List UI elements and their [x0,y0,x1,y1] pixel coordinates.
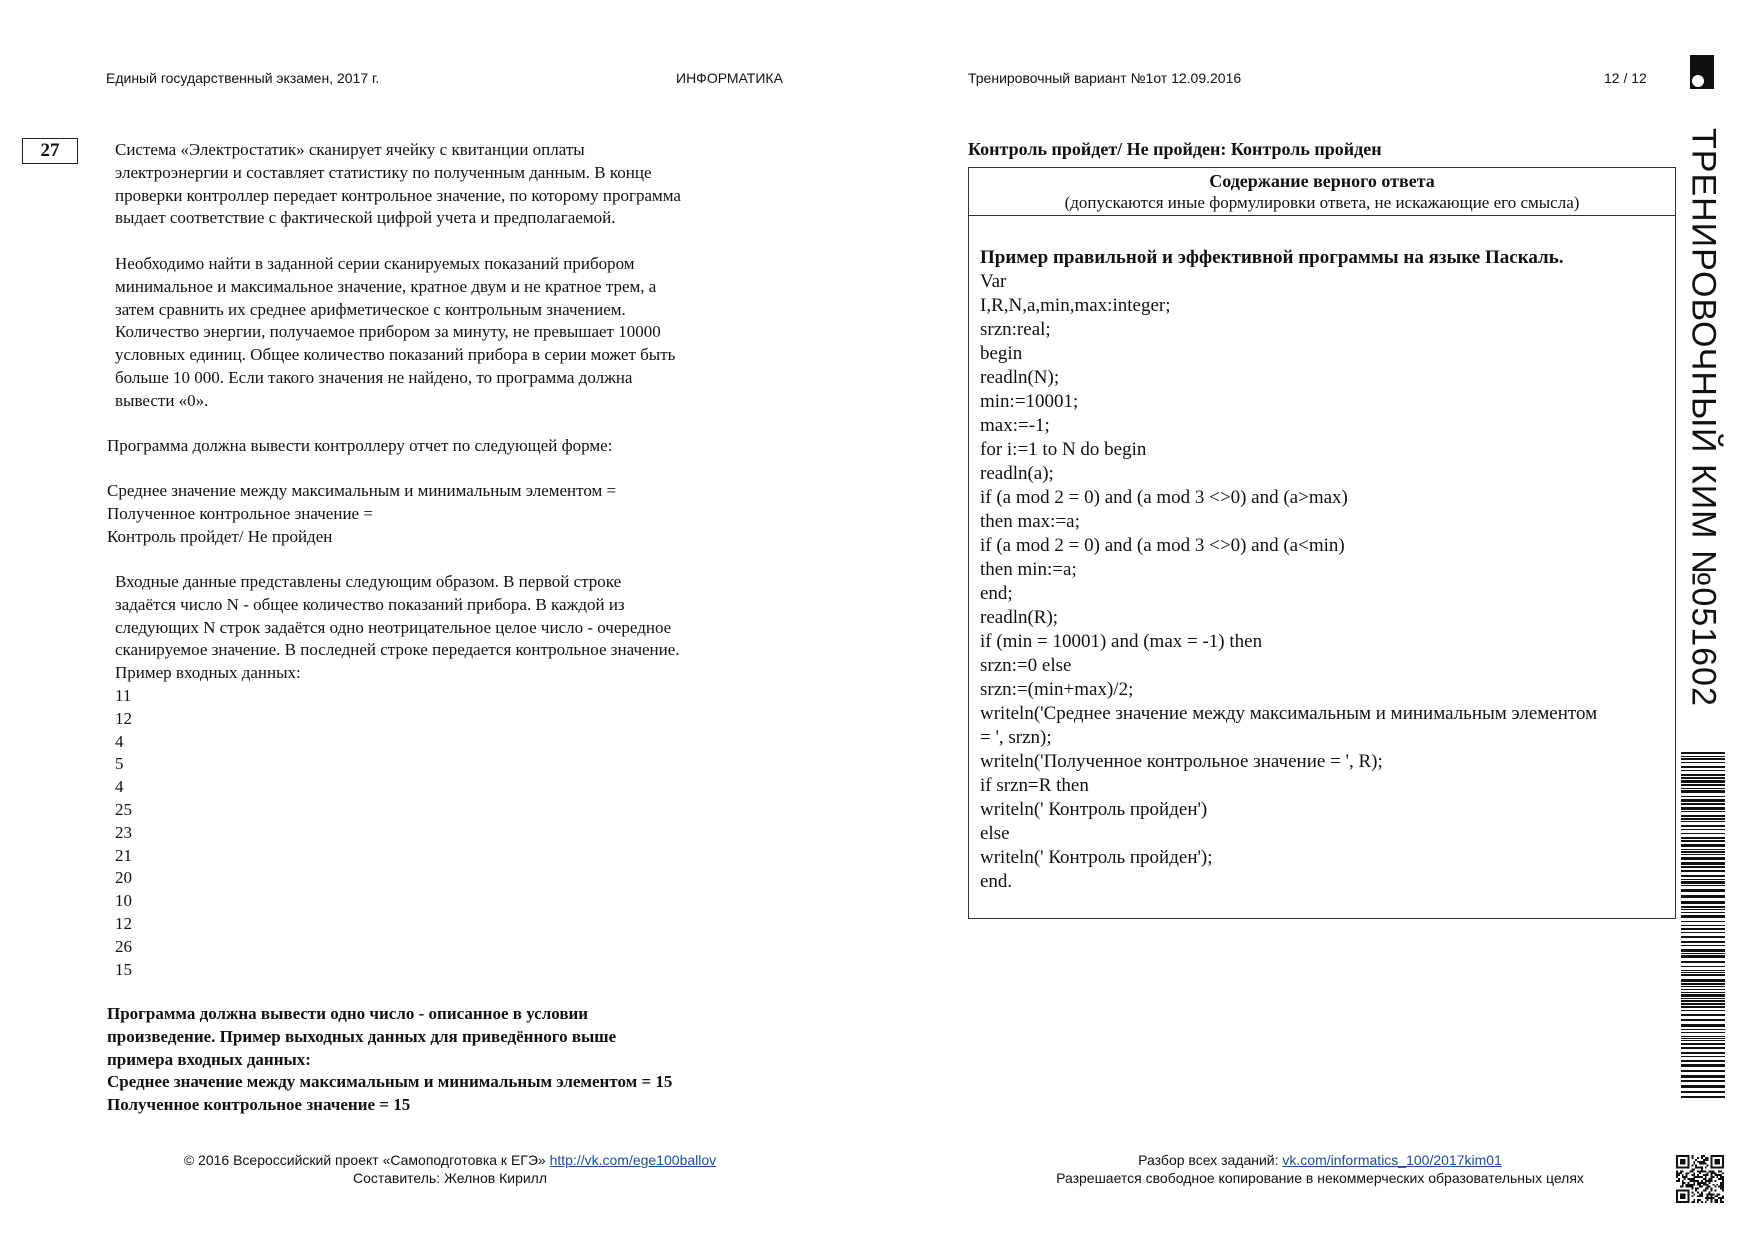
footer-copyright: © 2016 Всероссийский проект «Самоподготовка к ЕГЭ» [183,1152,550,1168]
text-line: произведение. Пример выходных данных для приведённого выше [107,1026,617,1046]
text-line: Входные данные представлены следующим образом. В первой строке [115,572,622,591]
code-line: if (a mod 2 = 0) and (a mod 3 <>0) and (a>max) [980,487,1348,508]
input-description [115,571,795,981]
footer-author: Составитель: Желнов Кирилл [352,1170,548,1186]
text-line: Количество энергии, получаемое прибором за минуту, не превышает 10000 [115,322,661,342]
text-line: Пример входных данных: [115,663,301,683]
footer-copyright-line [140,1151,760,1169]
text-line: Необходимо найти в заданной серии сканируемых показаний прибором [115,254,635,273]
program-title: Пример правильной и эффективной программы на языке Паскаль. [980,247,1564,268]
report-intro: Программа должна вывести контроллеру отчет по следующей форме: [107,436,613,455]
qr-code-icon [1676,1155,1724,1203]
sample-input-value: 11 [115,685,132,705]
footer-right [1000,1151,1640,1187]
sample-input-value: 5 [115,754,124,774]
code-line: for i:=1 to N do begin [980,439,1147,460]
sample-input-value: 23 [115,822,132,842]
sample-input-value: 21 [115,845,132,865]
sample-input-value: 12 [115,708,132,728]
answer-box [968,167,1676,919]
text-line: минимальное и максимальное значение, кратное двум и не кратное трем, а [115,276,657,296]
code-line: I,R,N,a,min,max:integer; [980,295,1171,316]
code-line: Var [980,271,1007,292]
sample-input-value: 10 [115,891,132,911]
text-line: выдает соответствие с фактической цифрой учета и предполагаемой. [115,208,616,228]
sample-input-value: 26 [115,936,132,956]
code-line: = ', srzn); [980,727,1052,748]
report-line: Контроль пройдет/ Не пройден [107,526,333,546]
task-paragraph-2 [115,253,795,413]
footer-analysis-link[interactable]: vk.com/informatics_100/2017kim01 [1282,1152,1502,1168]
code-line: writeln('Среднее значение между максимальным и минимальным элементом [980,703,1598,724]
corner-marker-icon [1690,55,1714,89]
control-result: Контроль пройдет/ Не пройден: Контроль пройден [968,139,1382,159]
text-line: Программа должна вывести одно число - описанное в условии [107,1004,589,1023]
code-line: readln(a); [980,463,1054,484]
header-variant: Тренировочный вариант №1от 12.09.2016 [968,70,1242,86]
text-line: больше 10 000. Если такого значения не найдено, то программа должна [115,367,633,387]
barcode-icon [1681,752,1725,1100]
footer-analysis-line [1000,1151,1640,1169]
code-line: if srzn=R then [980,775,1089,796]
code-line: readln(R); [980,607,1059,628]
sample-input-value: 15 [115,959,132,979]
text-line: электроэнергии и составляет статистику по полученным данным. В конце [115,162,652,182]
code-line: max:=-1; [980,415,1050,436]
code-line: end. [980,871,1013,892]
code-line: end; [980,583,1013,604]
text-line: Среднее значение между максимальным и минимальным элементом = 15 [107,1072,673,1092]
text-line: затем сравнить их среднее арифметическое с контрольным значением. [115,299,626,319]
answer-box-title: Содержание верного ответа [1209,171,1435,191]
footer-vk-link[interactable]: http://vk.com/ege100ballov [549,1152,717,1168]
report-line: Среднее значение между максимальным и минимальным элементом = [107,481,617,500]
code-line: min:=10001; [980,391,1079,412]
code-line: if (min = 10001) and (max = -1) then [980,631,1263,652]
code-line: writeln(' Контроль пройден') [980,799,1208,820]
answer-box-subtitle: (допускаются иные формулировки ответа, не искажающие его смысла) [1064,193,1580,212]
task-number: 27 [22,138,78,164]
text-line: вывести «0». [115,390,209,410]
code-line: readln(N); [980,367,1060,388]
text-line: задаётся число N - общее количество показаний прибора. В каждой из [115,594,625,614]
code-line: writeln(' Контроль пройден'); [980,847,1213,868]
code-line: srzn:=(min+max)/2; [980,679,1134,700]
code-line: else [980,823,1010,844]
text-line: примера входных данных: [107,1049,311,1069]
code-line: if (a mod 2 = 0) and (a mod 3 <>0) and (a<min) [980,535,1345,556]
sample-input-value: 4 [115,777,124,797]
answer-box-header [969,168,1675,216]
program-listing [969,216,1675,894]
sample-input-value: 4 [115,731,124,751]
code-line: then min:=a; [980,559,1077,580]
text-line: Полученное контрольное значение = 15 [107,1095,411,1115]
text-line: Система «Электростатик» сканирует ячейку с квитанции оплаты [115,140,585,159]
code-line: srzn:real; [980,319,1051,340]
footer-analysis: Разбор всех заданий: [1138,1152,1283,1168]
task-paragraph-1 [115,139,795,230]
sample-input-value: 25 [115,799,132,819]
header-page-number: 12 / 12 [1604,70,1647,86]
header-subject: ИНФОРМАТИКА [676,70,783,86]
text-line: следующих N строк задаётся одно неотрицательное целое число - очередное [115,617,672,637]
code-line: writeln('Полученное контрольное значение = ', R); [980,751,1383,772]
text-line: сканируемое значение. В последней строке передается контрольное значение. [115,640,680,660]
output-description [107,1003,807,1117]
vertical-title-container [1684,128,1723,718]
code-line: begin [980,343,1023,364]
code-line: then max:=a; [980,511,1080,532]
sample-input-value: 20 [115,868,132,888]
report-form [107,480,797,548]
header-exam: Единый государственный экзамен, 2017 г. [106,70,380,86]
footer-license: Разрешается свободное копирование в некоммерческих образовательных целях [1056,1170,1584,1186]
vertical-kim-title: ТРЕНИРОВОЧНЫЙ КИМ №051602 [1684,128,1723,707]
text-line: условных единиц. Общее количество показаний прибора в серии может быть [115,345,676,365]
report-line: Полученное контрольное значение = [107,503,373,523]
text-line: проверки контроллер передает контрольное значение, по которому программа [115,185,681,205]
sample-input-value: 12 [115,913,132,933]
footer-left [140,1151,760,1187]
code-line: srzn:=0 else [980,655,1072,676]
